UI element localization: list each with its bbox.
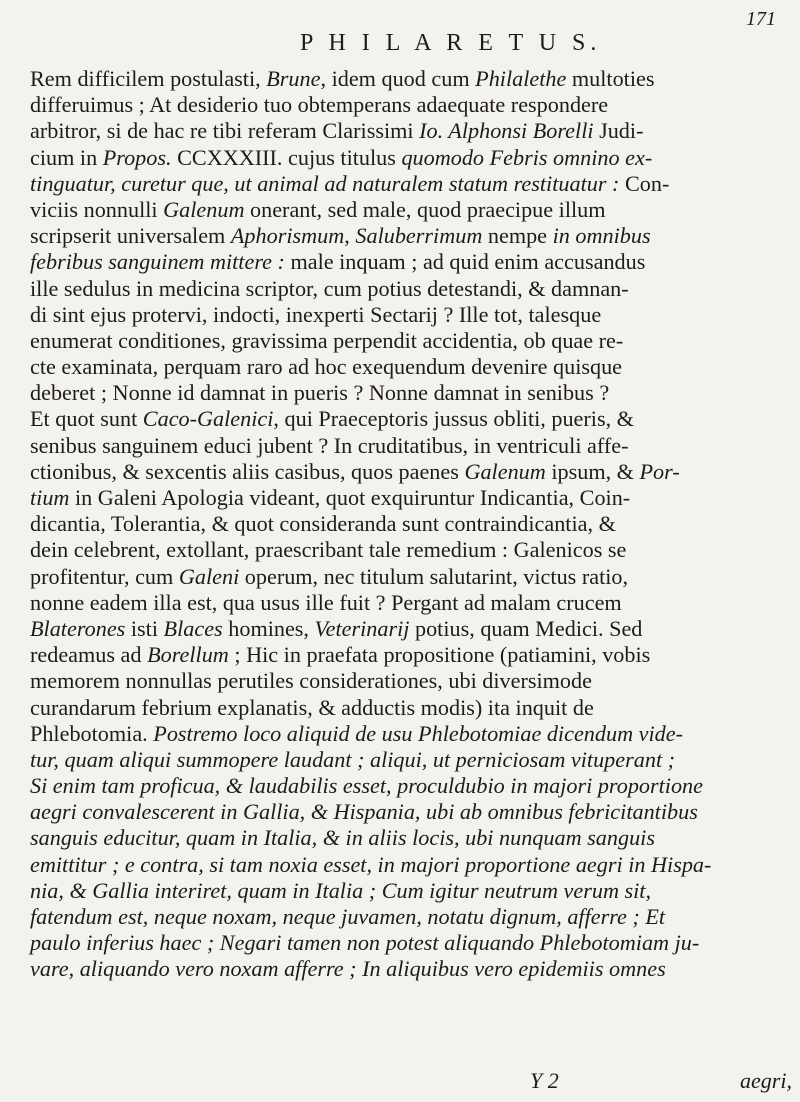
text-line: [30, 825, 790, 851]
text-line: [30, 564, 790, 590]
text-segment: differuimus ; At desiderio tuo obtemperans adaequate respondere: [30, 92, 609, 118]
text-segment: nia, & Gallia interiret, quam in Italia ; Cum igitur neutrum verum sit,: [30, 877, 652, 903]
text-segment: operum, nec titulum salutarint, victus ratio,: [239, 563, 629, 589]
text-segment: febribus sanguinem mittere :: [30, 249, 285, 275]
text-segment: Con-: [619, 170, 670, 196]
text-segment: vare, aliquando vero noxam afferre ; In aliquibus vero epidemiis omnes: [30, 956, 666, 982]
text-segment: scripserit universalem: [30, 223, 231, 249]
text-line: [30, 171, 790, 197]
text-line: [30, 485, 790, 511]
text-segment: tium: [30, 485, 70, 510]
text-line: [30, 92, 790, 118]
text-line: [30, 956, 790, 982]
text-line: [30, 66, 790, 92]
text-segment: paulo inferius haec ; Negari tamen non potest aliquando Phlebotomiam ju-: [30, 930, 700, 956]
text-segment: Aphorismum: [230, 223, 345, 249]
text-segment: Caco-Galenici: [142, 406, 274, 432]
text-segment: profitentur, cum: [30, 563, 179, 589]
text-segment: ille sedulus in medicina scriptor, cum potius detestandi, & damnan-: [30, 275, 629, 301]
text-segment: Blaces: [163, 615, 223, 641]
text-segment: Et quot sunt: [30, 406, 143, 432]
signature-mark: Y 2: [530, 1068, 559, 1093]
text-segment: Galeni: [178, 563, 240, 589]
text-segment: male inquam ; ad quid enim accusandus: [284, 249, 646, 275]
text-line: [30, 406, 790, 432]
text-line: [30, 616, 790, 642]
text-segment: CCXXXIII. cujus titulus: [171, 144, 402, 170]
text-segment: , qui Praeceptoris jussus obliti, pueris, &: [273, 406, 634, 432]
text-segment: quomodo Febris omnino ex-: [401, 144, 653, 170]
text-segment: onerant, sed male, quod praecipue illum: [244, 196, 606, 222]
text-segment: memorem nonnullas perutiles considerationes, ubi diversimode: [30, 668, 592, 694]
text-line: [30, 328, 790, 354]
text-segment: cium in: [30, 144, 103, 170]
running-head: P H I L A R E T U S.: [300, 30, 602, 56]
text-segment: dein celebrent, extollant, praescribant tale remedium : Galenicos se: [30, 537, 627, 563]
text-line: [30, 118, 790, 144]
text-line: [30, 799, 790, 825]
text-segment: di sint ejus protervi, indocti, inexperti Sectarij ? Ille tot, talesque: [30, 301, 602, 327]
text-segment: cte examinata, perquam raro ad hoc exequendum devenire quisque: [30, 354, 623, 380]
text-segment: fatendum est, neque noxam, neque juvamen, notatu dignum, afferre ; Et: [30, 904, 666, 929]
text-line: [30, 590, 790, 616]
text-line: [30, 537, 790, 563]
text-segment: curandarum febrium explanatis, & adductis modis) ita inquit de: [30, 694, 594, 720]
text-line: [30, 223, 790, 249]
text-segment: isti: [125, 615, 164, 641]
text-segment: sanguis educitur, quam in Italia, & in aliis locis, ubi nunquam sanguis: [30, 825, 655, 851]
text-line: [30, 433, 790, 459]
text-line: [30, 197, 790, 223]
text-segment: potius, quam Medici. Sed: [409, 615, 643, 641]
text-segment: Galenum: [163, 196, 245, 222]
text-line: [30, 249, 790, 275]
text-segment: dicantia, Tolerantia, & quot consideranda sunt contraindicantia, &: [30, 511, 616, 537]
text-segment: nonne eadem illa est, qua usus ille fuit ? Pergant ad malam crucem: [30, 589, 622, 615]
text-segment: aegri convalescerent in Gallia, & Hispania, ubi ab omnibus febricitantibus: [30, 799, 698, 825]
text-line: [30, 930, 790, 956]
text-line: [30, 276, 790, 302]
text-line: [30, 642, 790, 668]
body-text: [30, 66, 790, 983]
text-segment: Judi-: [593, 118, 644, 144]
text-line: [30, 511, 790, 537]
catchword: aegri,: [740, 1068, 792, 1093]
text-segment: Postremo loco aliquid de usu Phlebotomiae dicendum vide-: [153, 720, 683, 746]
text-line: [30, 721, 790, 747]
text-segment: Saluberrimum: [355, 223, 483, 249]
text-segment: in omnibus: [552, 223, 651, 249]
text-segment: tinguatur, curetur que, ut animal ad naturalem statum restituatur :: [30, 170, 620, 196]
text-line: [30, 145, 790, 171]
text-line: [30, 380, 790, 406]
text-segment: Si enim tam proficua, & laudabilis esset, proculdubio in majori proportione: [30, 773, 704, 799]
text-segment: nempe: [482, 223, 553, 249]
text-segment: Phlebotomia.: [30, 720, 154, 746]
text-line: [30, 459, 790, 485]
text-segment: redeamus ad: [30, 642, 148, 668]
text-segment: senibus sanguinem educi jubent ? In cruditatibus, in ventriculi affe-: [30, 432, 629, 458]
text-segment: Propos.: [102, 144, 172, 170]
text-segment: Borellum: [147, 642, 229, 668]
text-segment: , idem quod cum: [320, 66, 476, 91]
text-line: [30, 695, 790, 721]
text-segment: deberet ; Nonne id damnat in pueris ? Nonne damnat in senibus ?: [30, 380, 610, 406]
text-line: [30, 904, 790, 930]
text-segment: ; Hic in praefata propositione (patiamini, vobis: [228, 642, 651, 668]
text-segment: Philalethe: [475, 66, 567, 91]
text-segment: Veterinarij: [314, 615, 410, 641]
text-segment: Brune: [266, 66, 321, 91]
page-number: 171: [746, 8, 776, 30]
text-line: [30, 354, 790, 380]
text-segment: tur, quam aliqui summopere laudant ; aliqui, ut perniciosam vituperant ;: [30, 746, 676, 772]
text-segment: enumerat conditiones, gravissima perpendit accidentia, ob quae re-: [30, 327, 624, 353]
text-line: [30, 668, 790, 694]
text-segment: Blaterones: [30, 615, 126, 641]
text-segment: ,: [344, 223, 356, 249]
text-segment: Por-: [639, 458, 680, 484]
text-line: [30, 852, 790, 878]
text-segment: ipsum, &: [545, 458, 640, 484]
text-segment: ctionibus, & sexcentis aliis casibus, quos paenes: [30, 458, 465, 484]
text-segment: arbitror, si de hac re tibi referam Clarissimi: [30, 118, 420, 144]
text-line: [30, 302, 790, 328]
text-segment: Io. Alphonsi Borelli: [419, 118, 594, 144]
text-segment: in Galeni Apologia videant, quot exquiruntur Indicantia, Coin-: [69, 485, 631, 510]
text-line: [30, 773, 790, 799]
text-segment: homines,: [222, 615, 315, 641]
text-segment: emittitur ; e contra, si tam noxia esset, in majori proportione aegri in Hispa-: [30, 851, 712, 877]
text-line: [30, 878, 790, 904]
text-segment: multoties: [566, 66, 655, 91]
text-segment: viciis nonnulli: [30, 196, 164, 222]
text-line: [30, 747, 790, 773]
text-segment: Rem difficilem postulasti,: [30, 66, 267, 91]
text-segment: Galenum: [464, 458, 546, 484]
